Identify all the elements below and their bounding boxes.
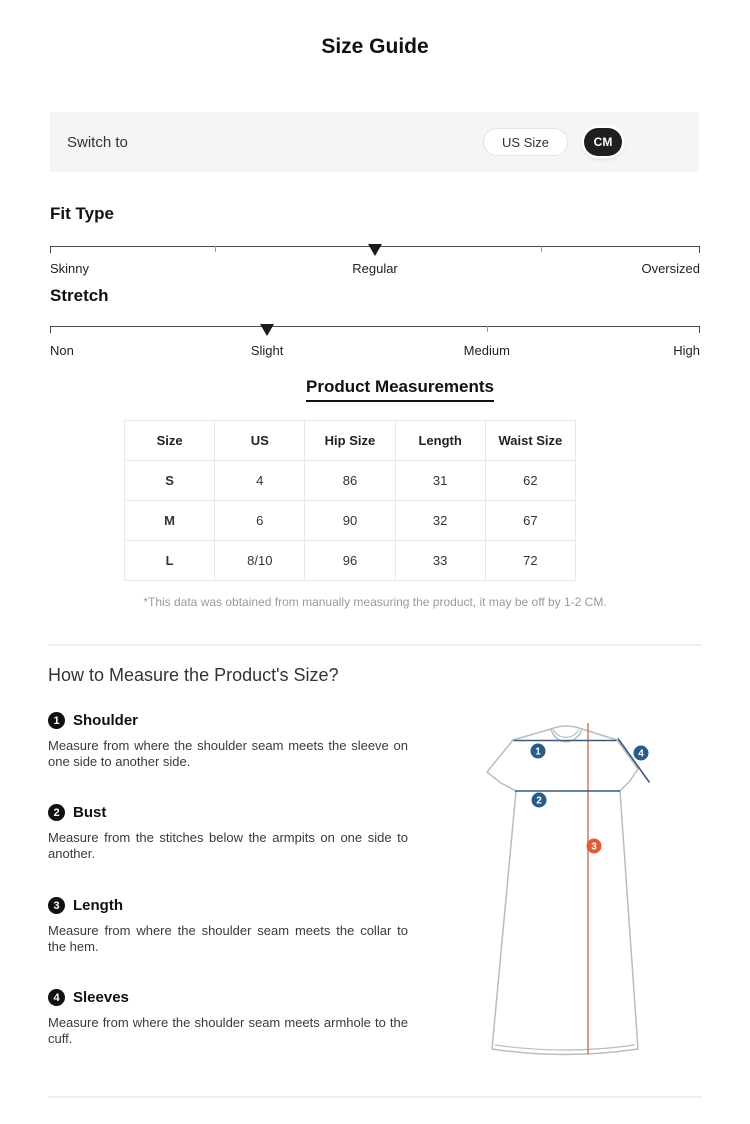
col-us: US: [215, 421, 305, 461]
switch-to-label: Switch to: [67, 133, 128, 151]
stretch-label-high: High: [673, 343, 700, 358]
fit-type-scale: [50, 246, 700, 260]
stretch-track: [50, 326, 700, 327]
step-number-badge: 1: [48, 712, 65, 729]
how-to-measure-heading: How to Measure the Product's Size?: [48, 665, 339, 685]
scale-end-tick: [699, 246, 700, 253]
fit-type-marker-regular: [368, 244, 382, 256]
fit-type-labels: [50, 261, 700, 277]
svg-text:2: 2: [536, 795, 542, 807]
step-description: Measure from where the shoulder seam meets the collar to the hem.: [48, 923, 408, 954]
step-bust: [48, 804, 420, 861]
col-hip-size: Hip Size: [305, 421, 395, 461]
col-waist-size: Waist Size: [485, 421, 575, 461]
step-description: Measure from the stitches below the armpits on one side to another.: [48, 830, 408, 861]
stretch-heading: Stretch: [50, 286, 109, 305]
cell: 8/10: [215, 541, 305, 581]
stretch-label-non: Non: [50, 343, 74, 358]
cell: 31: [395, 461, 485, 501]
section-divider: [48, 644, 702, 646]
bottom-divider: [48, 1096, 702, 1098]
scale-tick: [215, 246, 216, 252]
cell: S: [125, 461, 215, 501]
marker-4-sleeves: [634, 746, 649, 761]
table-row-l: [125, 541, 576, 581]
cell: 62: [485, 461, 575, 501]
fit-type-heading: Fit Type: [50, 204, 114, 223]
cell: 33: [395, 541, 485, 581]
step-head: [48, 712, 420, 729]
cell: 6: [215, 501, 305, 541]
cell: 86: [305, 461, 395, 501]
measurements-table: [124, 420, 576, 581]
cell: 90: [305, 501, 395, 541]
stretch-marker-slight: [260, 324, 274, 336]
measurement-disclaimer: *This data was obtained from manually measuring the product, it may be off by 1-2 CM.: [143, 595, 607, 609]
step-description: Measure from where the shoulder seam meets the sleeve on one side to another side.: [48, 738, 408, 769]
svg-text:1: 1: [535, 746, 541, 758]
table-header-row: [125, 421, 576, 461]
stretch-scale: [50, 326, 700, 340]
step-sleeves: [48, 989, 420, 1046]
cm-unit-toggle[interactable]: CM: [584, 128, 622, 156]
step-head: [48, 804, 420, 821]
col-length: Length: [395, 421, 485, 461]
stretch-label-medium: Medium: [463, 343, 510, 358]
step-number-badge: 3: [48, 897, 65, 914]
step-number-badge: 4: [48, 989, 65, 1006]
step-head: [48, 989, 420, 1006]
scale-tick: [541, 246, 542, 252]
step-name: Sleeves: [73, 989, 129, 1006]
col-size: Size: [125, 421, 215, 461]
cell: 96: [305, 541, 395, 581]
fit-label-regular: Regular: [352, 261, 398, 276]
cell: 32: [395, 501, 485, 541]
svg-text:3: 3: [591, 841, 597, 853]
marker-2-bust: [532, 793, 547, 808]
measurements-heading: Product Measurements: [306, 377, 494, 402]
stretch-label-slight: Slight: [250, 343, 284, 358]
unit-switch-bar: [50, 112, 699, 172]
table-row-s: [125, 461, 576, 501]
dress-measurement-diagram: [450, 698, 700, 1063]
step-description: Measure from where the shoulder seam meets armhole to the cuff.: [48, 1015, 408, 1046]
us-size-button[interactable]: US Size: [483, 128, 568, 156]
cell: L: [125, 541, 215, 581]
svg-text:4: 4: [638, 748, 644, 760]
cell: M: [125, 501, 215, 541]
step-head: [48, 897, 420, 914]
fit-label-skinny: Skinny: [50, 261, 90, 276]
stretch-labels: [50, 343, 700, 359]
step-number-badge: 2: [48, 804, 65, 821]
cell: 67: [485, 501, 575, 541]
dress-outline: [487, 726, 638, 1055]
step-shoulder: [48, 712, 420, 769]
cell: 4: [215, 461, 305, 501]
measurements-heading-wrap: [75, 377, 725, 402]
page-title: Size Guide: [321, 35, 429, 58]
table-row-m: [125, 501, 576, 541]
step-name: Bust: [73, 804, 107, 821]
scale-end-tick: [50, 246, 51, 253]
scale-end-tick: [50, 326, 51, 333]
marker-3-length: [587, 839, 602, 854]
fit-label-oversized: Oversized: [641, 261, 700, 276]
cell: 72: [485, 541, 575, 581]
scale-end-tick: [699, 326, 700, 333]
step-length: [48, 897, 420, 954]
marker-1-shoulder: [531, 744, 546, 759]
step-name: Shoulder: [73, 712, 139, 729]
scale-tick: [487, 326, 488, 332]
step-name: Length: [73, 897, 123, 914]
